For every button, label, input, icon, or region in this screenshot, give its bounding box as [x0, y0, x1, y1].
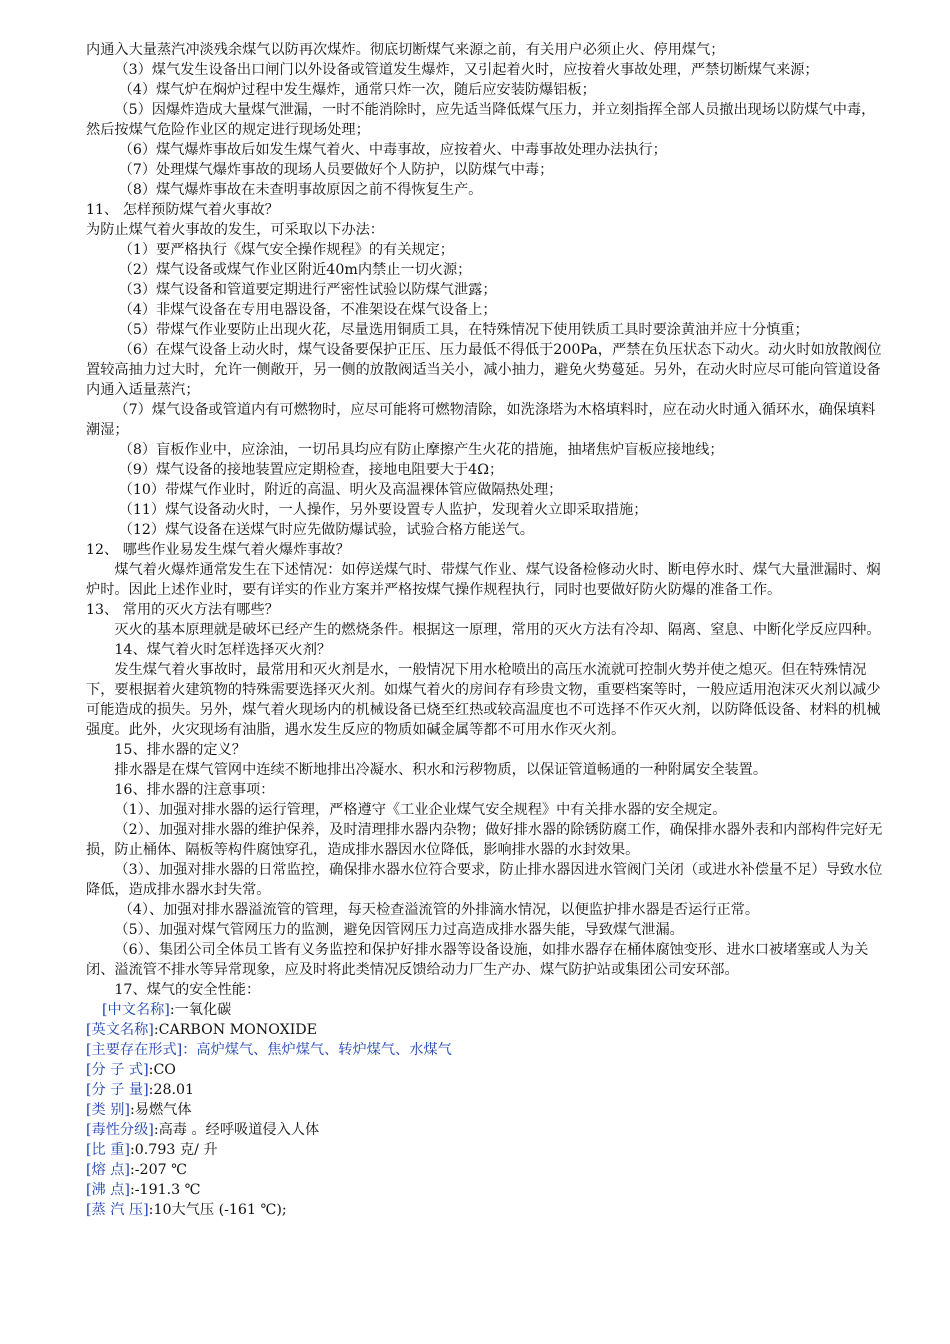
property-value: 一氧化碳	[174, 1002, 232, 1018]
property-value: -207 ℃	[134, 1162, 188, 1178]
body-paragraph: （5）带煤气作业要防止出现火花，尽量选用铜质工具，在特殊情况下使用铁质工具时要涂黄油并应十分慎重；	[118, 322, 809, 338]
body-paragraph: （7）煤气设备或管道内有可燃物时，应尽可能将可燃物清除，如洗涤塔为木格填料时，应在动火时通入循环水，确保填料潮湿；	[86, 402, 876, 438]
body-paragraph: 发生煤气着火事故时，最常用和灭火剂是水，一般情况下用水枪喷出的高压水流就可控制火势并使之熄灭。但在特殊情况下，要根据着火建筑物的特殊需要选择灭火剂。如煤气着火的房间存有珍贵文物，重要档案等时，一般应适用泡沫灭火剂以减少可能造成的损失。另外，煤气着火现场内的机械设备已烧至红热或较高温度也不可选择不作灭火剂，以防降低设备、材料的机械强度。此外，火灾现场有油脂，遇水发生反应的物质如碱金属等都不可用水作灭火剂。	[86, 662, 881, 738]
body-paragraph: （9）煤气设备的接地装置应定期检查，接地电阻要大于4Ω；	[118, 462, 504, 478]
body-paragraph: （3）、加强对排水器的日常监控，确保排水器水位符合要求，防止排水器因进水管阀门关闭（或进水补偿量不足）导致水位降低，造成排水器水封失常。	[86, 862, 883, 898]
body-paragraph: （8）盲板作业中，应涂油，一切吊具均应有防止摩擦产生火花的措施，抽堵焦炉盲板应接地线；	[118, 442, 724, 458]
property-value: 高炉煤气、焦炉煤气、转炉煤气、水煤气	[196, 1042, 452, 1058]
property-separator: :	[148, 1082, 154, 1098]
property-value: 0.793 克/ 升	[134, 1142, 218, 1158]
section-paragraph: 为防止煤气着火事故的发生，可采取以下办法：	[86, 222, 384, 238]
body-paragraph: 灭火的基本原理就是破坏已经产生的燃烧条件。根据这一原理，常用的灭火方法有冷却、隔离、窒息、中断化学反应四种。	[114, 622, 881, 638]
property-value: CO	[153, 1062, 176, 1078]
property-row	[86, 1140, 886, 1160]
body-paragraph: （6）煤气爆炸事故后如发生煤气着火、中毒事故，应按着火、中毒事故处理办法执行；	[118, 142, 667, 158]
body-paragraph: （11）煤气设备动火时，一人操作，另外要设置专人监护，发现着火立即采取措施；	[118, 502, 648, 518]
body-paragraph: （5）、加强对煤气管网压力的监测，避免因管网压力过高造成排水器失能，导致煤气泄漏。	[114, 922, 684, 938]
property-row	[86, 1120, 886, 1140]
property-row	[86, 1020, 886, 1040]
body-paragraph: （3）煤气设备和管道要定期进行严密性试验以防煤气泄露；	[118, 282, 497, 298]
body-paragraph: （8）煤气爆炸事故在未查明事故原因之前不得恢复生产。	[118, 182, 483, 198]
body-paragraph: （7）处理煤气爆炸事故的现场人员要做好个人防护，以防煤气中毒；	[118, 162, 554, 178]
body-paragraph: （6）、集团公司全体员工皆有义务监控和保护好排水器等设备设施，如排水器存在桶体腐蚀变形、进水口被堵塞或人为关闭、溢流管不排水等异常现象，应及时将此类情况反馈给动力厂生产办、煤气防护站或集团公司安环部。	[86, 942, 869, 978]
body-paragraph: （4）、加强对排水器溢流管的管理，每天检查溢流管的外排滴水情况，以便监护排水器是否运行正常。	[118, 902, 760, 918]
body-paragraph: （4）煤气炉在焖炉过程中发生爆炸，通常只炸一次，随后应安装防爆铝板；	[118, 82, 596, 98]
property-label: [分 子 式]	[86, 1062, 149, 1078]
body-paragraph: （1）要严格执行《煤气安全操作规程》的有关规定；	[118, 242, 454, 258]
property-separator: :	[129, 1162, 135, 1178]
property-separator: :	[129, 1102, 135, 1118]
property-label: [英文名称]	[86, 1022, 154, 1038]
property-separator: :	[153, 1022, 159, 1038]
property-label: [分 子 量]	[86, 1082, 149, 1098]
property-label: [毒性分级]	[86, 1122, 154, 1138]
section-paragraph: 11、 怎样预防煤气着火事故？	[86, 202, 279, 218]
document-page	[86, 40, 886, 1220]
property-label: [中文名称]	[102, 1002, 170, 1018]
property-row	[86, 1060, 886, 1080]
property-row	[86, 1080, 886, 1100]
property-row	[86, 1180, 886, 1200]
body-paragraph: （2）、加强对排水器的维护保养，及时清理排水器内杂物；做好排水器的除锈防腐工作，确保排水器外表和内部构件完好无损，防止桶体、隔板等构件腐蚀穿孔，造成排水器因水位降低，影响排水器的水封效果。	[86, 822, 883, 858]
section-paragraph: 内通入大量蒸汽冲淡残余煤气以防再次煤炸。彻底切断煤气来源之前，有关用户必须止火、停用煤气；	[86, 42, 725, 58]
body-paragraph: （12）煤气设备在送煤气时应先做防爆试验，试验合格方能送气。	[118, 522, 534, 538]
body-paragraph: （2）煤气设备或煤气作业区附近40m内禁止一切火源；	[118, 262, 472, 278]
property-value: 高毒 。经呼吸道侵入人体	[158, 1122, 320, 1138]
property-row	[86, 1160, 886, 1180]
property-value: 10大气压 (-161 ℃);	[153, 1202, 287, 1218]
property-label: [熔 点]	[86, 1162, 130, 1178]
property-separator: ：	[182, 1042, 197, 1058]
document-body	[86, 40, 886, 1000]
body-paragraph: （3）煤气发生设备出口闸门以外设备或管道发生爆炸，又引起着火时，应按着火事故处理，严禁切断煤气来源；	[114, 62, 819, 78]
section-paragraph: 13、 常用的灭火方法有哪些？	[86, 602, 279, 618]
property-value: -191.3 ℃	[134, 1182, 201, 1198]
body-paragraph: （4）非煤气设备在专用电器设备，不准架设在煤气设备上；	[118, 302, 497, 318]
co-properties-list	[86, 1000, 886, 1220]
property-label: [主要存在形式]	[86, 1042, 183, 1058]
property-row	[86, 1200, 886, 1220]
body-paragraph: （10）带煤气作业时，附近的高温、明火及高温裸体管应做隔热处理；	[118, 482, 563, 498]
property-value: 易燃气体	[134, 1102, 192, 1118]
property-row	[86, 1040, 886, 1060]
body-paragraph: （1）、加强对排水器的运行管理，严格遵守《工业企业煤气安全规程》中有关排水器的安全规定。	[114, 802, 727, 818]
property-separator: :	[169, 1002, 175, 1018]
property-separator: :	[148, 1062, 154, 1078]
property-value: 28.01	[153, 1082, 195, 1098]
property-separator: :	[148, 1202, 154, 1218]
body-paragraph: （5）因爆炸造成大量煤气泄漏，一时不能消除时，应先适当降低煤气压力，并立刻指挥全部人员撤出现场以防煤气中毒，然后按煤气危险作业区的规定进行现场处理；	[86, 102, 876, 138]
body-paragraph: 15、排水器的定义？	[114, 742, 246, 758]
property-value: CARBON MONOXIDE	[158, 1022, 318, 1038]
section-paragraph: 12、 哪些作业易发生煤气着火爆炸事故？	[86, 542, 350, 558]
property-label: [沸 点]	[86, 1182, 130, 1198]
property-label: [类 别]	[86, 1102, 130, 1118]
property-row	[86, 1100, 886, 1120]
body-paragraph: 煤气着火爆炸通常发生在下述情况：如停送煤气时、带煤气作业、煤气设备检修动火时、断电停水时、煤气大量泄漏时、焖炉时。因此上述作业时，要有详实的作业方案并严格按煤气操作规程执行，同时也要做好防火防爆的准备工作。	[86, 562, 881, 598]
property-separator: :	[129, 1142, 135, 1158]
body-paragraph: 16、排水器的注意事项：	[114, 782, 275, 798]
property-separator: :	[129, 1182, 135, 1198]
property-label: [比 重]	[86, 1142, 130, 1158]
body-paragraph: 排水器是在煤气管网中连续不断地排出冷凝水、积水和污秽物质，以保证管道畅通的一种附属安全装置。	[114, 762, 768, 778]
property-row	[86, 1000, 886, 1020]
property-separator: :	[153, 1122, 159, 1138]
body-paragraph: 14、煤气着火时怎样选择灭火剂？	[114, 642, 332, 658]
property-label: [蒸 汽 压]	[86, 1202, 149, 1218]
body-paragraph: 17、煤气的安全性能：	[114, 982, 261, 998]
body-paragraph: （6）在煤气设备上动火时，煤气设备要保护正压、压力最低不得低于200Pa，严禁在负压状态下动火。动火时如放散阀位置较高抽力过大时，允许一侧敞开，另一侧的放散阀适当关小，减小抽力，避免火势蔓延。另外，在动火时应尽可能向管道设备内通入适量蒸汽；	[86, 342, 882, 398]
